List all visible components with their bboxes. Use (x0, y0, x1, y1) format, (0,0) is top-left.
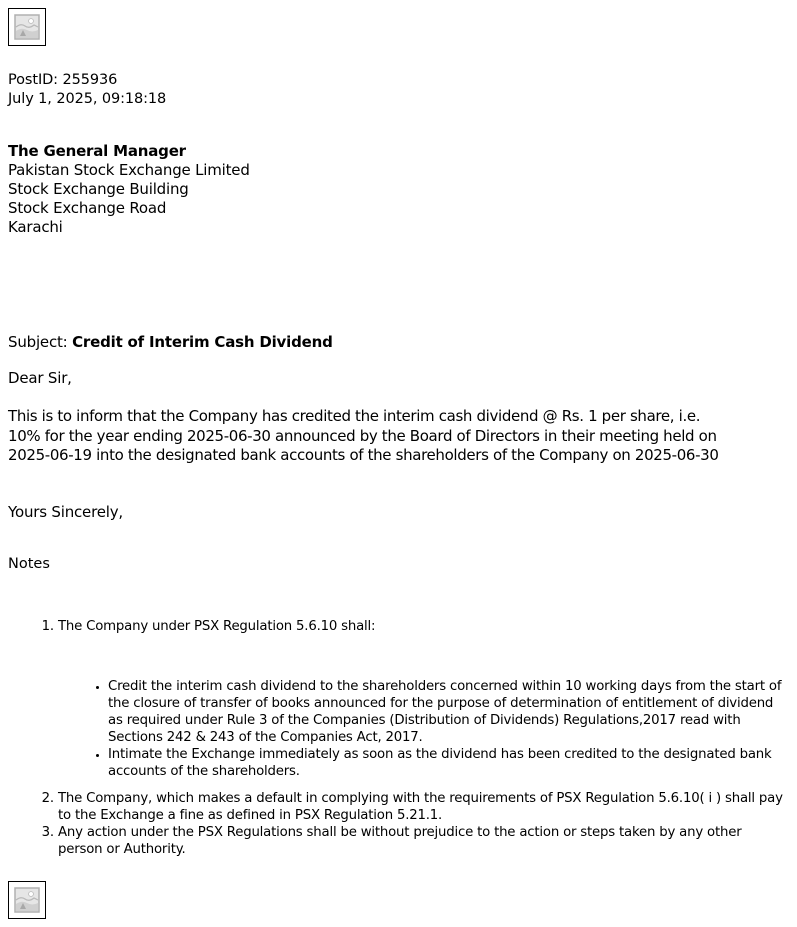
address-line: Stock Exchange Building (8, 180, 189, 198)
closing: Yours Sincerely, (8, 502, 123, 521)
address-line: Stock Exchange Road (8, 199, 167, 217)
letter-body (8, 407, 789, 466)
note-text: The Company, which makes a default in complying with the requirements of PSX Regulation 5.6.10( i ) shall pay to the Exchange a fine as defined in PSX Regulation 5.21.1. (58, 790, 783, 823)
note-sublist (58, 678, 789, 780)
broken-image-icon (14, 887, 40, 913)
post-timestamp: July 1, 2025, 09:18:18 (8, 91, 167, 107)
body-line: 2025-06-19 into the designated bank accounts of the shareholders of the Company on 2025-06-30 (8, 446, 719, 464)
notes-title: Notes (8, 555, 50, 572)
broken-image-icon (14, 14, 40, 40)
address-line: Karachi (8, 218, 63, 236)
note-item (58, 824, 789, 858)
subject-text: Credit of Interim Cash Dividend (72, 333, 333, 351)
subject-label: Subject: (8, 333, 68, 351)
body-line: This is to inform that the Company has credited the interim cash dividend @ Rs. 1 per share, i.e. (8, 407, 701, 425)
notes-list (8, 618, 789, 858)
recipient-title: The General Manager (8, 142, 186, 160)
note-subitem: • Intimate the Exchange immediately as soon as the dividend has been credited to the designated bank accounts of the shareholders. (108, 746, 789, 780)
header-image-placeholder (8, 8, 46, 46)
body-line: 10% for the year ending 2025-06-30 announced by the Board of Directors in their meeting held on (8, 426, 717, 445)
post-meta (8, 71, 789, 109)
footer-image-placeholder (8, 881, 46, 919)
note-item (58, 790, 789, 824)
address-line: Pakistan Stock Exchange Limited (8, 161, 250, 179)
subject-line (8, 333, 789, 352)
note-text: Any action under the PSX Regulations shall be without prejudice to the action or steps taken by any other person or Authority. (58, 824, 742, 857)
post-id: PostID: 255936 (8, 72, 118, 88)
recipient-address (8, 142, 789, 237)
note-subitem: • Credit the interim cash dividend to the shareholders concerned within 10 working days from the start of the closure of transfer of books announced for the purpose of determination of entitlement of dividend as required under Rule 3 of the Companies (Distribution of Dividends) Regulations,2017 read with Sections 242 & 243 of the Companies Act, 2017. (108, 678, 789, 746)
salutation: Dear Sir, (8, 369, 72, 387)
note-item (58, 618, 789, 780)
note-text: The Company under PSX Regulation 5.6.10 shall: (58, 618, 376, 634)
